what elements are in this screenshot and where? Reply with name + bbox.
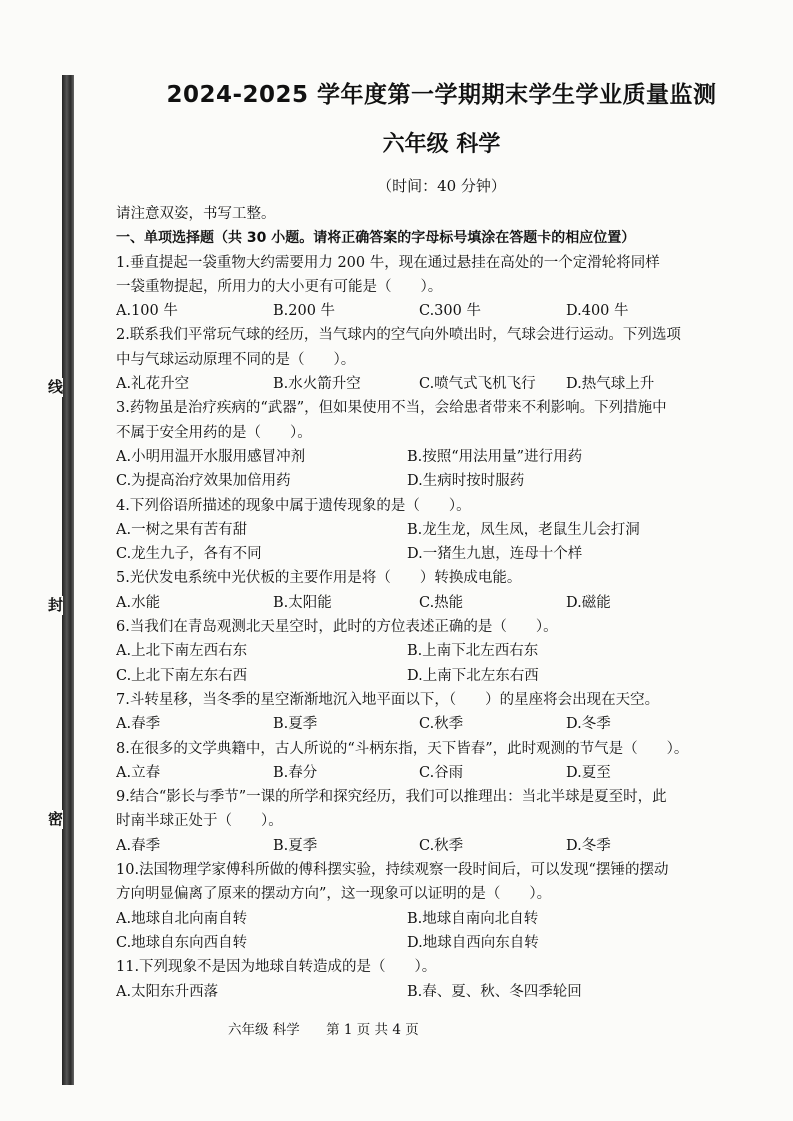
question-stem: 6.当我们在青岛观测北天星空时，此时的方位表述正确的是（ ）。	[116, 619, 558, 636]
question-stem: 7.斗转星移，当冬季的星空渐渐地沉入地平面以下，（ ）的星座将会出现在天空。	[116, 691, 660, 708]
option-c: C.秋季	[419, 837, 464, 854]
exam-content	[116, 202, 741, 1004]
page-footer	[228, 1018, 441, 1038]
option-a: A.上北下南左西右东	[116, 643, 248, 660]
option-b: B.地球自南向北自转	[407, 910, 539, 927]
option-b: B.春、夏、秋、冬四季轮回	[407, 983, 582, 1000]
option-row	[116, 299, 741, 323]
question-stem: 方向明显偏离了原来的摆动方向”，这一现象可以证明的是（ ）。	[116, 886, 552, 903]
option-row	[116, 518, 741, 542]
option-d: D.一猪生九崽，连母十个样	[407, 546, 583, 563]
question-3	[116, 396, 741, 493]
option-b: B.春分	[273, 764, 318, 781]
exam-subtitle: 六年级 科学	[382, 132, 501, 157]
question-7	[116, 688, 741, 737]
option-c: C.为提高治疗效果加倍用药	[116, 473, 291, 490]
binding-label-feng: 封	[48, 596, 64, 614]
option-a: A.一树之果有苦有甜	[116, 521, 248, 538]
option-c: C.地球自东向西自转	[116, 934, 248, 951]
option-d: D.冬季	[566, 716, 611, 733]
option-c: C.热能	[419, 594, 464, 611]
binding-label-mi: 密	[48, 810, 64, 828]
option-d: D.生病时按时服药	[407, 473, 525, 490]
question-stem: 1.垂直提起一袋重物大约需要用力 200 牛，现在通过悬挂在高处的一个定滑轮将同样	[116, 254, 660, 271]
question-stem: 2.联系我们平常玩气球的经历，当气球内的空气向外喷出时，气球会进行运动。下列选项	[116, 327, 681, 344]
question-1	[116, 251, 741, 324]
option-c: C.谷雨	[419, 764, 464, 781]
option-b: B.按照“用法用量”进行用药	[407, 448, 583, 465]
option-row	[116, 591, 741, 615]
question-11	[116, 955, 741, 1004]
option-row	[116, 712, 741, 736]
option-c: C.秋季	[419, 716, 464, 733]
question-stem: 10.法国物理学家傅科所做的傅科摆实验，持续观察一段时间后，可以发现“摆锤的摆动	[116, 862, 669, 879]
option-c: C.喷气式飞机飞行	[419, 376, 536, 393]
option-a: A.春季	[116, 837, 161, 854]
option-c: C.龙生九子，各有不同	[116, 546, 262, 563]
option-row	[116, 834, 741, 858]
option-a: A.小明用温开水服用感冒冲剂	[116, 448, 306, 465]
question-stem: 一袋重物提起，所用力的大小更有可能是（ ）。	[116, 278, 443, 295]
option-a: A.地球自北向南自转	[116, 910, 248, 927]
option-d: D.热气球上升	[566, 376, 655, 393]
question-10	[116, 858, 741, 955]
option-row	[116, 907, 741, 931]
option-d: D.上南下北左东右西	[407, 667, 539, 684]
question-6	[116, 615, 741, 688]
footer-grade: 六年级 科学	[228, 1022, 300, 1038]
option-a: A.立春	[116, 764, 161, 781]
question-9	[116, 785, 741, 858]
question-stem: 5.光伏发电系统中光伏板的主要作用是将（ ）转换成电能。	[116, 570, 522, 587]
option-b: B.夏季	[273, 716, 318, 733]
option-c: C.300 牛	[419, 303, 481, 320]
option-d: D.400 牛	[566, 303, 629, 320]
question-2	[116, 323, 741, 396]
option-a: A.100 牛	[116, 303, 178, 320]
option-a: A.水能	[116, 594, 161, 611]
question-stem: 8.在很多的文学典籍中，古人所说的“斗柄东指，天下皆春”，此时观测的节气是（ ）。	[116, 740, 689, 757]
binding-label-xian: 线	[48, 378, 64, 396]
exam-time: （时间：40 分钟）	[377, 177, 506, 195]
question-stem: 9.结合“影长与季节”一课的所学和探究经历，我们可以推理出：当北半球是夏至时，此	[116, 789, 667, 806]
option-d: D.地球自西向东自转	[407, 934, 539, 951]
option-b: B.水火箭升空	[273, 376, 361, 393]
question-stem: 4.下列俗语所描述的现象中属于遗传现象的是（ ）。	[116, 497, 471, 514]
option-row	[116, 664, 741, 688]
option-row	[116, 639, 741, 663]
option-b: B.上南下北左西右东	[407, 643, 539, 660]
option-a: A.礼花升空	[116, 376, 190, 393]
option-row	[116, 761, 741, 785]
question-4	[116, 494, 741, 567]
question-stem: 不属于安全用药的是（ ）。	[116, 424, 312, 441]
question-stem: 时南半球正处于（ ）。	[116, 813, 283, 830]
option-row	[116, 542, 741, 566]
option-d: D.磁能	[566, 594, 611, 611]
option-row	[116, 372, 741, 396]
option-row	[116, 445, 741, 469]
option-b: B.夏季	[273, 837, 318, 854]
option-c: C.上北下南左东右西	[116, 667, 248, 684]
section-heading: 一、单项选择题（共 30 小题。请将正确答案的字母标号填涂在答题卡的相应位置）	[116, 230, 636, 247]
footer-page-number: 第 1 页 共 4 页	[326, 1022, 419, 1038]
question-8	[116, 737, 741, 786]
question-stem: 3.药物虽是治疗疾病的“武器”，但如果使用不当，会给患者带来不利影响。下列措施中	[116, 400, 667, 417]
option-d: D.夏至	[566, 764, 611, 781]
question-stem: 中与气球运动原理不同的是（ ）。	[116, 351, 356, 368]
option-b: B.200 牛	[273, 303, 336, 320]
option-a: A.春季	[116, 716, 161, 733]
exam-title: 2024-2025 学年度第一学期期末学生学业质量监测	[166, 82, 717, 108]
question-stem: 11.下列现象不是因为地球自转造成的是（ ）。	[116, 959, 437, 976]
option-row	[116, 931, 741, 955]
option-row	[116, 469, 741, 493]
notice-text: 请注意双姿，书写工整。	[116, 206, 276, 222]
option-row	[116, 980, 741, 1004]
option-b: B.龙生龙，凤生凤，老鼠生儿会打洞	[407, 521, 640, 538]
question-5	[116, 566, 741, 615]
option-a: A.太阳东升西落	[116, 983, 219, 1000]
binding-line	[62, 75, 74, 1085]
option-d: D.冬季	[566, 837, 611, 854]
option-b: B.太阳能	[273, 594, 332, 611]
